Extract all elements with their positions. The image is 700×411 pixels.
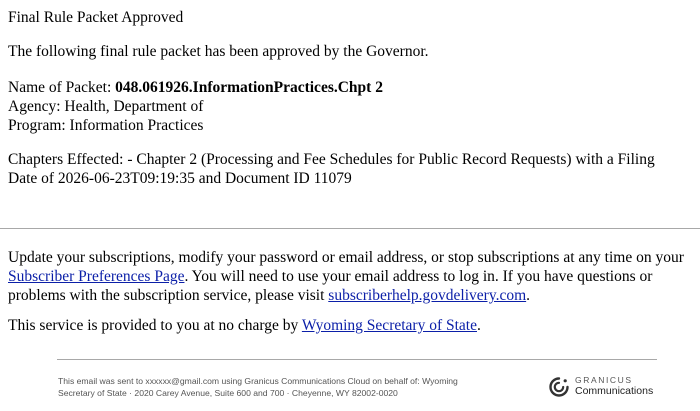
subscription-paragraph (8, 248, 700, 305)
service-text-before: This service is provided to you at no charge by (8, 317, 302, 334)
subscriber-help-link[interactable]: subscriberhelp.govdelivery.com (328, 287, 527, 304)
subscription-text-before: Update your subscriptions, modify your password or email address, or stop subscriptions at any time on your (8, 249, 684, 266)
service-line (8, 316, 700, 335)
subscriber-preferences-link[interactable]: Subscriber Preferences Page (8, 268, 185, 285)
intro-paragraph (8, 42, 700, 61)
program-line: Program: Information Practices (8, 117, 204, 134)
granicus-logo[interactable] (548, 374, 668, 400)
subscription-text-middle: . You will need to use your email address to log in. If you have questions or problems with the subscription service, please visit (8, 268, 653, 304)
chapters-line-2: Date of 2026-06-23T09:19:35 and Document ID 11079 (8, 170, 352, 187)
subject-text: Final Rule Packet Approved (8, 9, 184, 26)
packet-name: 048.061926.InformationPractices.Chpt 2 (115, 79, 383, 96)
packet-label: Name of Packet: (8, 79, 116, 96)
packet-name-line (8, 78, 700, 97)
service-paragraph (8, 316, 700, 335)
agency-line: Agency: Health, Department of (8, 98, 204, 115)
section-divider (0, 228, 700, 229)
footer-divider (57, 359, 657, 360)
service-text-after: . (476, 317, 481, 334)
chapters-paragraph (8, 150, 700, 188)
wyoming-sos-link[interactable]: Wyoming Secretary of State (301, 317, 477, 334)
packet-details (8, 78, 700, 135)
granicus-mark-icon (548, 376, 570, 398)
subscription-text-after: . (526, 287, 531, 304)
granicus-wordmark: GRANICUS (575, 375, 633, 385)
chapters-line-1: Chapters Effected: - Chapter 2 (Processing and Fee Schedules for Public Record Requests) with a Filing (8, 151, 655, 168)
communications-wordmark: Communications (575, 385, 654, 397)
email-subject (8, 8, 700, 27)
footer-text (58, 375, 528, 399)
intro-text: The following final rule packet has been approved by the Governor. (8, 43, 429, 60)
footer-line-2: Secretary of State · 2020 Carey Avenue, Suite 600 and 700 · Cheyenne, WY 82002-0020 (58, 388, 398, 398)
footer-line-1: This email was sent to xxxxxx@gmail.com using Granicus Communications Cloud on behalf of: Wyoming (58, 376, 458, 386)
